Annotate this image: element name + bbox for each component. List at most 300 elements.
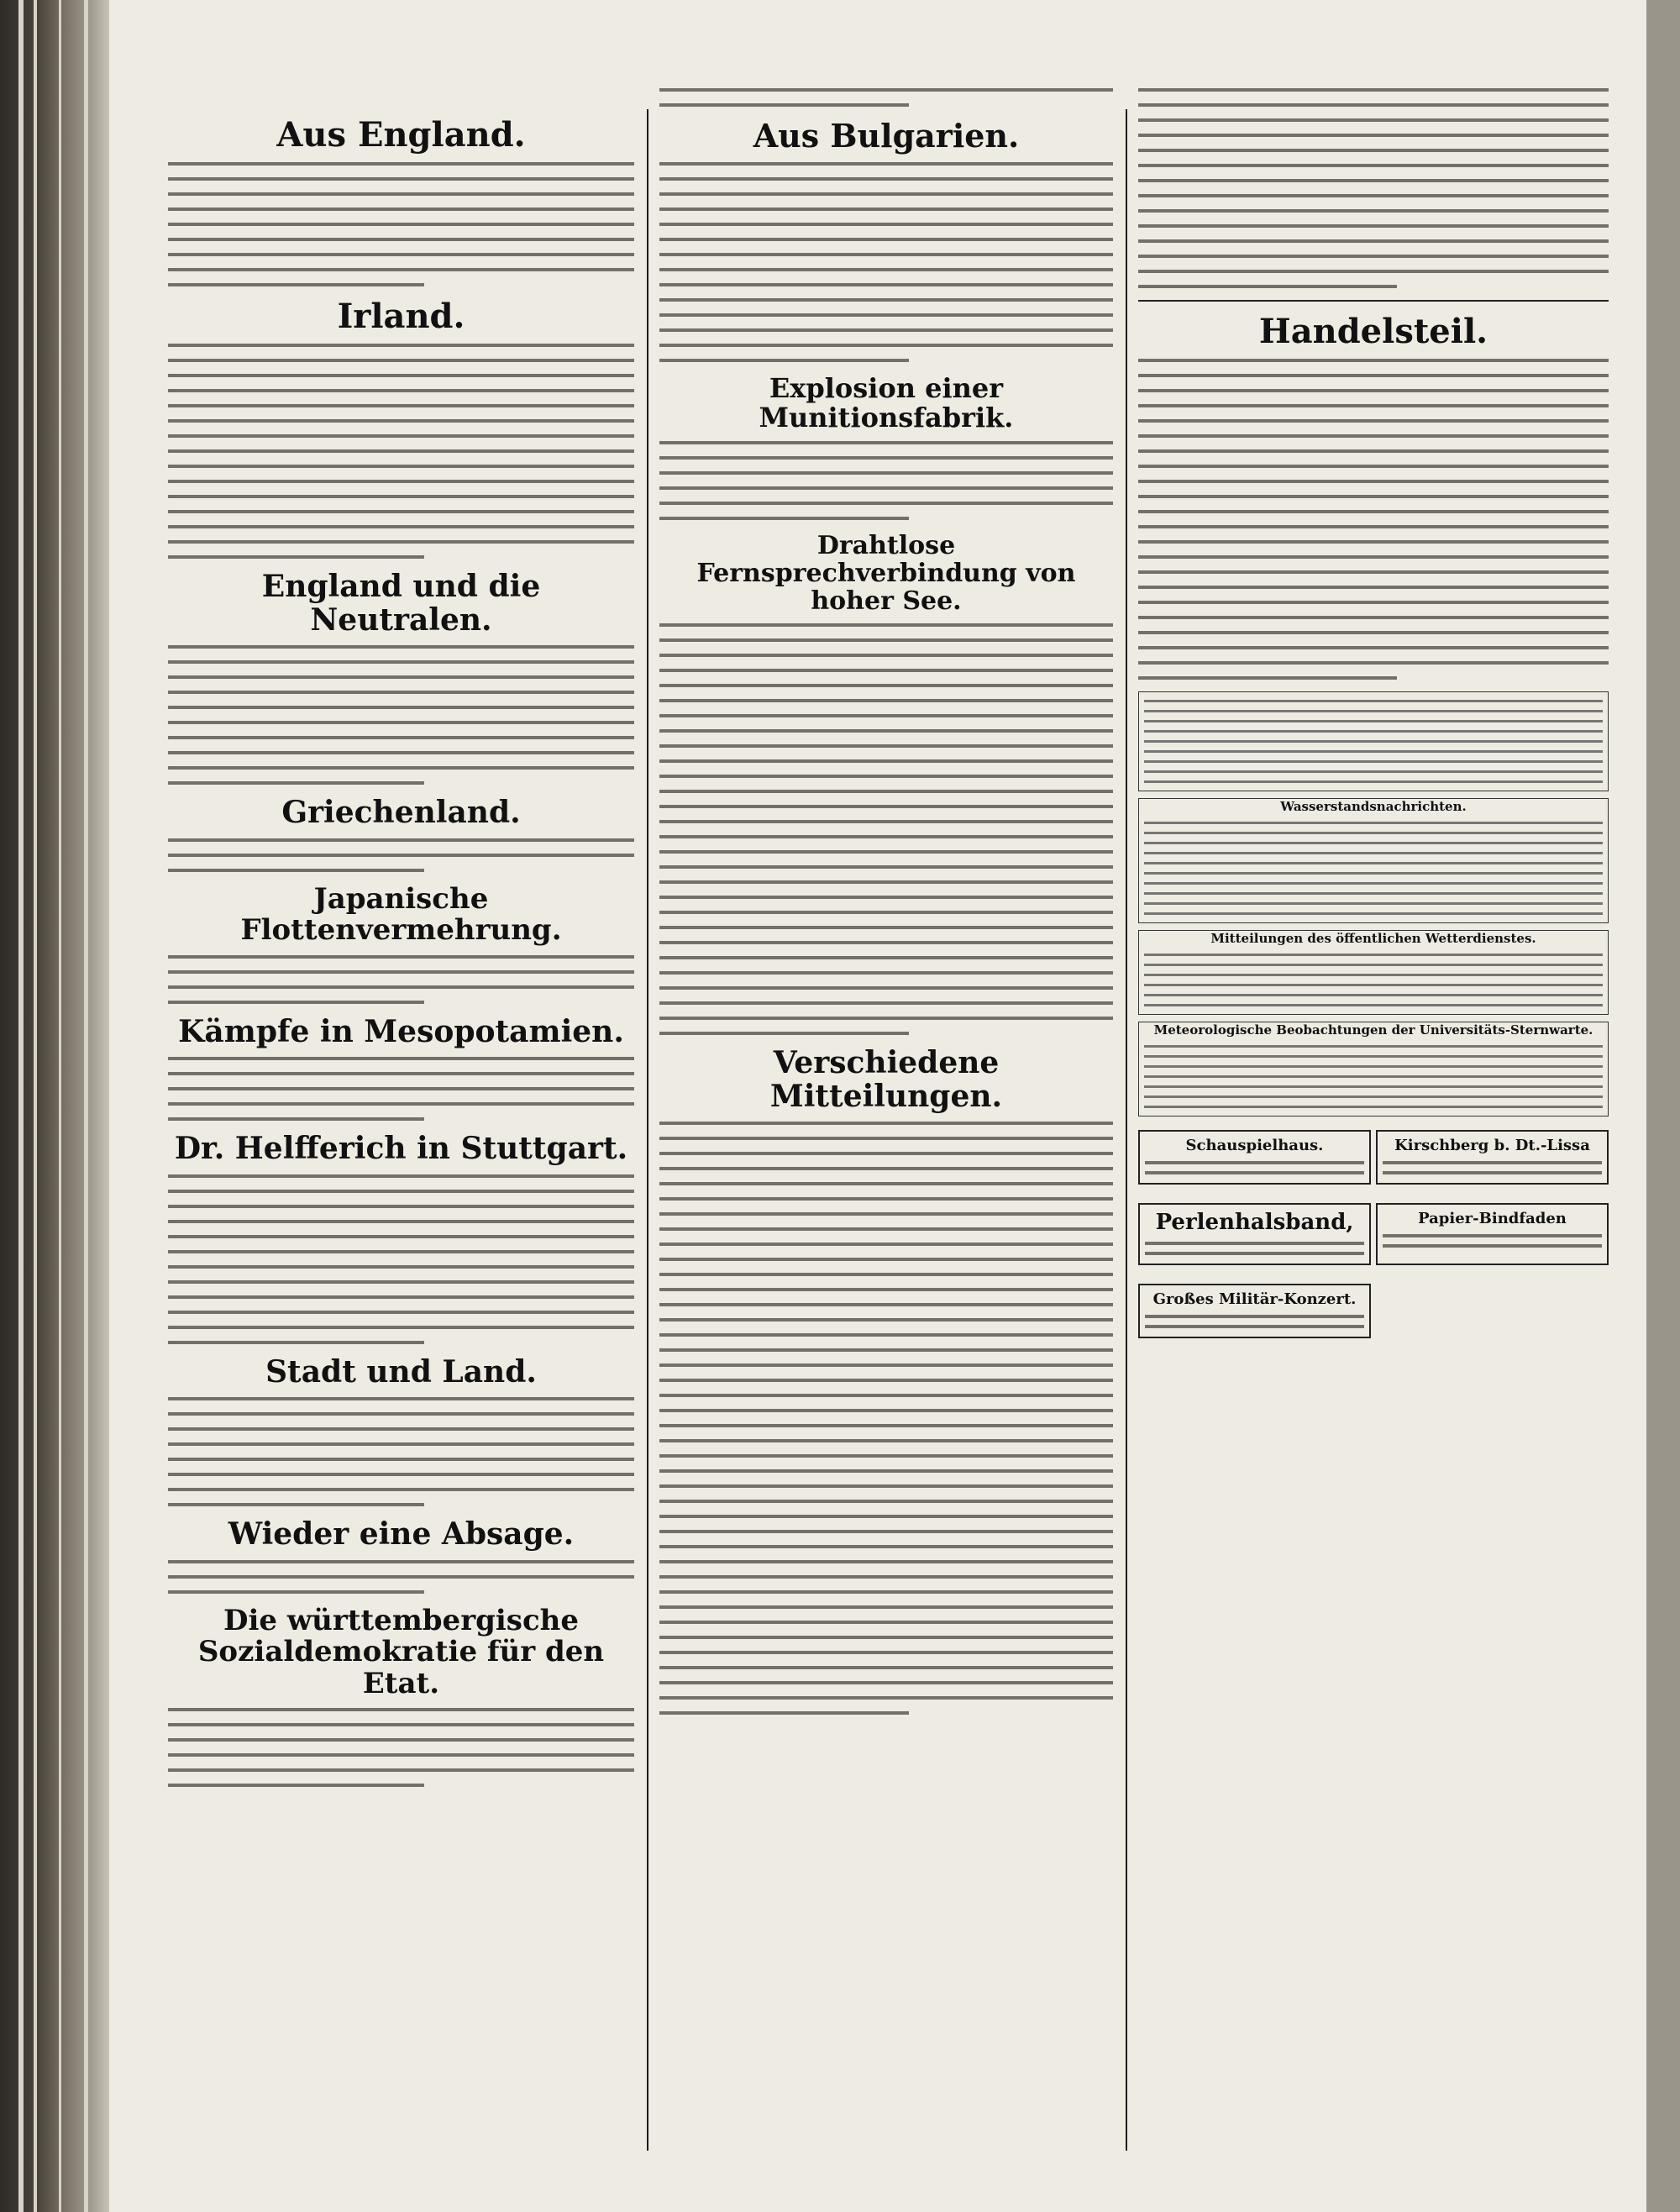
text-line: [1138, 164, 1609, 167]
text-line: [168, 1575, 634, 1579]
ad-line: [1145, 1315, 1364, 1318]
text-block: [168, 838, 634, 872]
text-line: [168, 1072, 634, 1075]
table-line: [1144, 994, 1603, 996]
text-line: [1138, 586, 1609, 589]
text-line: [168, 238, 634, 241]
column-3: [1138, 88, 1609, 1345]
ad-line: [1145, 1161, 1364, 1164]
text-block: [168, 344, 634, 559]
text-line: [1138, 525, 1609, 528]
text-line: [659, 1227, 1113, 1231]
text-line: [659, 1575, 1113, 1579]
text-line: [1138, 285, 1397, 288]
text-line: [168, 869, 424, 872]
text-line: [168, 465, 634, 468]
text-line: [659, 486, 1113, 490]
text-line: [659, 441, 1113, 444]
text-line: [168, 736, 634, 739]
text-line: [168, 1560, 634, 1563]
text-block: [168, 162, 634, 286]
text-line: [168, 675, 634, 679]
text-line: [168, 1205, 634, 1208]
text-line: [168, 1001, 424, 1004]
article-headline: Die württembergische Sozialdemokratie für den Etat.: [197, 1603, 605, 1700]
text-line: [168, 404, 634, 407]
text-line: [1138, 676, 1397, 680]
text-line: [659, 1651, 1113, 1654]
text-line: [168, 344, 634, 347]
table-line: [1144, 1055, 1603, 1058]
table-line: [1144, 832, 1603, 834]
text-line: [168, 283, 424, 286]
table-title: Mitteilungen des öffentlichen Wetterdienstes.: [1210, 931, 1536, 946]
text-line: [1138, 616, 1609, 619]
text-line: [659, 1258, 1113, 1261]
text-line: [168, 1427, 634, 1431]
text-line: [659, 298, 1113, 302]
text-line: [1138, 359, 1609, 362]
text-line: [168, 985, 634, 989]
text-line: [659, 1605, 1113, 1609]
text-line: [1138, 419, 1609, 423]
column-rule: [647, 109, 648, 2151]
text-line: [168, 555, 424, 559]
text-block: [168, 645, 634, 785]
text-line: [168, 955, 634, 959]
advertisement: [1376, 1130, 1609, 1185]
text-line: [659, 1017, 1113, 1020]
text-line: [659, 1409, 1113, 1412]
text-line: [659, 1348, 1113, 1352]
text-line: [659, 790, 1113, 793]
text-line: [659, 971, 1113, 975]
text-line: [659, 1001, 1113, 1005]
table-line: [1144, 1004, 1603, 1006]
text-line: [659, 1363, 1113, 1367]
text-line: [659, 1137, 1113, 1140]
table-line: [1144, 750, 1603, 753]
text-line: [659, 775, 1113, 778]
text-line: [659, 1273, 1113, 1276]
text-line: [168, 223, 634, 226]
text-line: [659, 1621, 1113, 1624]
advertisement: [1138, 1284, 1371, 1338]
table-line: [1144, 1045, 1603, 1048]
text-line: [659, 1424, 1113, 1427]
page-edge: [34, 0, 37, 2212]
text-line: [659, 1500, 1113, 1503]
text-line: [659, 1197, 1113, 1201]
text-line: [659, 850, 1113, 854]
text-line: [168, 177, 634, 181]
text-line: [659, 471, 1113, 475]
text-line: [659, 1212, 1113, 1216]
book-binding: [0, 0, 109, 2212]
table-line: [1144, 760, 1603, 763]
text-line: [659, 328, 1113, 332]
text-line: [659, 669, 1113, 672]
text-line: [168, 1442, 634, 1446]
text-line: [168, 1412, 634, 1416]
text-line: [168, 721, 634, 724]
advertisement: [1138, 1203, 1371, 1265]
ad-line: [1383, 1234, 1602, 1237]
table-line: [1144, 974, 1603, 976]
ad-line: [1145, 1252, 1364, 1255]
text-line: [1138, 646, 1609, 649]
text-line: [168, 1768, 634, 1772]
text-line: [168, 480, 634, 483]
text-line: [168, 1087, 634, 1090]
text-line: [168, 389, 634, 392]
text-block: [1138, 359, 1609, 680]
text-line: [168, 751, 634, 754]
text-line: [1138, 134, 1609, 137]
text-line: [659, 1530, 1113, 1533]
table-line: [1144, 902, 1603, 905]
text-line: [659, 926, 1113, 929]
article-headline: Japanische Flottenvermehrung.: [240, 881, 562, 948]
text-line: [659, 192, 1113, 196]
page-edge: [18, 0, 24, 2212]
text-block: [659, 623, 1113, 1035]
text-block: [168, 1560, 634, 1594]
text-line: [168, 1708, 634, 1711]
text-line: [659, 880, 1113, 884]
text-line: [659, 162, 1113, 166]
text-line: [168, 192, 634, 196]
text-line: [1138, 570, 1609, 574]
table-title: Meteorologische Beobachtungen der Universitäts-Sternwarte.: [1153, 1022, 1593, 1038]
text-line: [1138, 434, 1609, 438]
text-line: [168, 434, 634, 438]
table-title: Wasserstandsnachrichten.: [1280, 799, 1467, 814]
text-block: [1138, 88, 1609, 288]
text-line: [659, 729, 1113, 733]
table-line: [1144, 780, 1603, 783]
text-line: [168, 838, 634, 842]
text-line: [659, 456, 1113, 460]
text-line: [168, 540, 634, 544]
text-line: [659, 268, 1113, 271]
text-line: [1138, 555, 1609, 559]
text-line: [1138, 480, 1609, 483]
text-line: [168, 970, 634, 974]
text-line: [168, 1117, 424, 1121]
text-line: [168, 1057, 634, 1060]
text-line: [1138, 194, 1609, 197]
text-line: [1138, 631, 1609, 634]
text-line: [168, 1590, 424, 1594]
table-line: [1144, 872, 1603, 875]
text-line: [659, 1681, 1113, 1684]
data-table: [1138, 930, 1609, 1015]
article-headline: Wieder eine Absage.: [228, 1516, 575, 1553]
text-line: [168, 510, 634, 513]
text-block: [168, 955, 634, 1004]
text-line: [1138, 661, 1609, 665]
advertisement: [1138, 1130, 1371, 1185]
text-line: [1138, 224, 1609, 228]
text-line: [168, 525, 634, 528]
text-line: [1138, 540, 1609, 544]
text-line: [168, 1220, 634, 1223]
text-line: [659, 1636, 1113, 1639]
ad-title: Schauspielhaus.: [1185, 1137, 1324, 1154]
text-line: [659, 986, 1113, 990]
page-edge: [84, 0, 88, 2212]
table-line: [1144, 984, 1603, 986]
text-line: [659, 638, 1113, 642]
text-line: [168, 253, 634, 256]
text-line: [168, 1738, 634, 1742]
text-line: [1138, 495, 1609, 498]
article-headline: Handelsteil.: [1258, 312, 1488, 351]
ad-line: [1383, 1244, 1602, 1248]
article-headline: Aus Bulgarien.: [753, 117, 1020, 155]
ads-area: [1138, 1123, 1609, 1345]
text-line: [659, 1379, 1113, 1382]
table-line: [1144, 892, 1603, 895]
text-line: [168, 1265, 634, 1269]
article-headline: Explosion einer Munitionsfabrik.: [759, 371, 1014, 433]
table-line: [1144, 770, 1603, 773]
text-line: [168, 1280, 634, 1284]
table-line: [1144, 964, 1603, 966]
text-line: [168, 706, 634, 709]
ad-title: Kirschberg b. Dt.-Lissa: [1394, 1137, 1590, 1154]
table-line: [1144, 862, 1603, 864]
text-line: [168, 1723, 634, 1726]
text-line: [1138, 255, 1609, 258]
text-line: [659, 238, 1113, 241]
page-edge: [59, 0, 61, 2212]
text-line: [659, 1167, 1113, 1170]
text-line: [168, 1458, 634, 1461]
text-line: [168, 660, 634, 664]
text-line: [659, 835, 1113, 838]
text-line: [168, 1250, 634, 1253]
text-line: [1138, 118, 1609, 122]
text-line: [659, 1469, 1113, 1473]
text-line: [1138, 510, 1609, 513]
table-line: [1144, 710, 1603, 712]
article-headline: Griechenland.: [281, 795, 521, 831]
text-line: [1138, 149, 1609, 152]
table-line: [1144, 842, 1603, 844]
text-line: [659, 956, 1113, 959]
text-line: [168, 1102, 634, 1106]
text-line: [168, 268, 634, 271]
text-line: [659, 1515, 1113, 1518]
text-block: [659, 441, 1113, 520]
text-line: [168, 1341, 424, 1344]
article-headline: Dr. Helfferich in Stuttgart.: [174, 1131, 628, 1167]
text-line: [659, 1696, 1113, 1700]
text-line: [659, 1288, 1113, 1291]
text-line: [659, 1318, 1113, 1321]
text-line: [168, 766, 634, 770]
text-line: [168, 1190, 634, 1193]
text-line: [1138, 465, 1609, 468]
text-line: [659, 1454, 1113, 1458]
text-line: [659, 1666, 1113, 1669]
article-headline: Irland.: [337, 297, 465, 336]
text-line: [659, 941, 1113, 944]
ad-line: [1383, 1161, 1602, 1164]
text-line: [1138, 88, 1609, 92]
text-line: [168, 691, 634, 694]
text-line: [1138, 601, 1609, 604]
text-line: [659, 517, 909, 520]
table-line: [1144, 912, 1603, 915]
table-line: [1144, 740, 1603, 743]
ad-line: [1145, 1242, 1364, 1245]
text-line: [659, 820, 1113, 823]
text-line: [168, 449, 634, 453]
text-line: [659, 1152, 1113, 1155]
text-line: [659, 283, 1113, 286]
text-block: [168, 1708, 634, 1787]
text-line: [168, 1488, 634, 1491]
text-block: [659, 88, 1113, 107]
text-line: [168, 1311, 634, 1314]
text-line: [659, 253, 1113, 256]
text-line: [168, 1473, 634, 1476]
article-headline: Aus England.: [276, 115, 526, 155]
text-line: [659, 1484, 1113, 1488]
text-line: [1138, 103, 1609, 107]
text-line: [168, 781, 424, 785]
text-line: [1138, 374, 1609, 377]
text-line: [168, 1503, 424, 1506]
column-2: [659, 88, 1113, 1726]
text-line: [659, 88, 1113, 92]
text-line: [1138, 389, 1609, 392]
text-line: [659, 313, 1113, 317]
text-line: [168, 419, 634, 423]
text-line: [659, 684, 1113, 687]
text-line: [659, 344, 1113, 347]
text-line: [168, 1326, 634, 1329]
text-line: [659, 1560, 1113, 1563]
text-line: [168, 854, 634, 857]
text-line: [659, 1711, 909, 1715]
text-line: [168, 1295, 634, 1299]
text-line: [168, 374, 634, 377]
column-rule: [1126, 109, 1127, 2151]
text-line: [168, 162, 634, 166]
ad-title: Perlenhalsband,: [1155, 1210, 1354, 1235]
text-line: [659, 759, 1113, 763]
text-line: [1138, 179, 1609, 182]
text-line: [659, 103, 909, 107]
text-line: [659, 1182, 1113, 1185]
data-table: [1138, 1022, 1609, 1117]
text-line: [659, 654, 1113, 657]
table-line: [1144, 954, 1603, 956]
text-block: [168, 1397, 634, 1506]
ad-title: Großes Militär-Konzert.: [1152, 1290, 1357, 1308]
text-line: [168, 1753, 634, 1757]
ad-title: Papier-Bindfaden: [1418, 1210, 1567, 1227]
text-line: [659, 1394, 1113, 1397]
table-line: [1144, 720, 1603, 722]
text-line: [168, 645, 634, 649]
ad-line: [1383, 1171, 1602, 1174]
text-line: [168, 495, 634, 498]
text-line: [659, 1032, 909, 1035]
table-line: [1144, 1065, 1603, 1068]
text-line: [1138, 404, 1609, 407]
text-line: [168, 1174, 634, 1178]
article-headline: Verschiedene Mitteilungen.: [769, 1045, 1003, 1114]
text-line: [1138, 270, 1609, 273]
article-headline: Kämpfe in Mesopotamien.: [178, 1013, 624, 1049]
text-block: [659, 162, 1113, 362]
text-line: [168, 1235, 634, 1238]
text-line: [659, 911, 1113, 914]
text-line: [659, 223, 1113, 226]
text-line: [659, 714, 1113, 717]
text-line: [659, 208, 1113, 211]
text-line: [168, 1784, 424, 1787]
text-line: [659, 1439, 1113, 1442]
text-line: [659, 744, 1113, 748]
table-line: [1144, 1106, 1603, 1108]
table-line: [1144, 700, 1603, 702]
table-line: [1144, 822, 1603, 824]
table-line: [1144, 730, 1603, 733]
text-line: [168, 359, 634, 362]
text-line: [659, 623, 1113, 627]
text-block: [168, 1057, 634, 1121]
text-block: [659, 1122, 1113, 1715]
text-line: [659, 359, 909, 362]
text-line: [659, 502, 1113, 505]
data-table: [1138, 798, 1609, 923]
text-block: [168, 1174, 634, 1344]
text-line: [168, 208, 634, 211]
text-line: [659, 1545, 1113, 1548]
stock-table: [1138, 691, 1609, 791]
text-line: [168, 1397, 634, 1400]
table-line: [1144, 1095, 1603, 1098]
scan-margin: [1646, 0, 1680, 2212]
column-1: [168, 105, 634, 1799]
section-rule: [1138, 300, 1609, 302]
text-line: [659, 699, 1113, 702]
article-headline: England und die Neutralen.: [261, 569, 541, 638]
text-line: [659, 1333, 1113, 1337]
article-headline: Drahtlose Fernsprechverbindung von hoher See.: [696, 531, 1076, 617]
text-line: [659, 896, 1113, 899]
text-line: [659, 1303, 1113, 1306]
text-line: [659, 805, 1113, 808]
text-line: [1138, 239, 1609, 243]
table-line: [1144, 882, 1603, 885]
text-line: [659, 1590, 1113, 1594]
table-line: [1144, 1085, 1603, 1088]
table-line: [1144, 852, 1603, 854]
advertisement: [1376, 1203, 1609, 1265]
text-line: [659, 865, 1113, 869]
text-line: [1138, 209, 1609, 213]
article-headline: Stadt und Land.: [265, 1353, 537, 1390]
text-line: [659, 177, 1113, 181]
text-line: [659, 1122, 1113, 1125]
